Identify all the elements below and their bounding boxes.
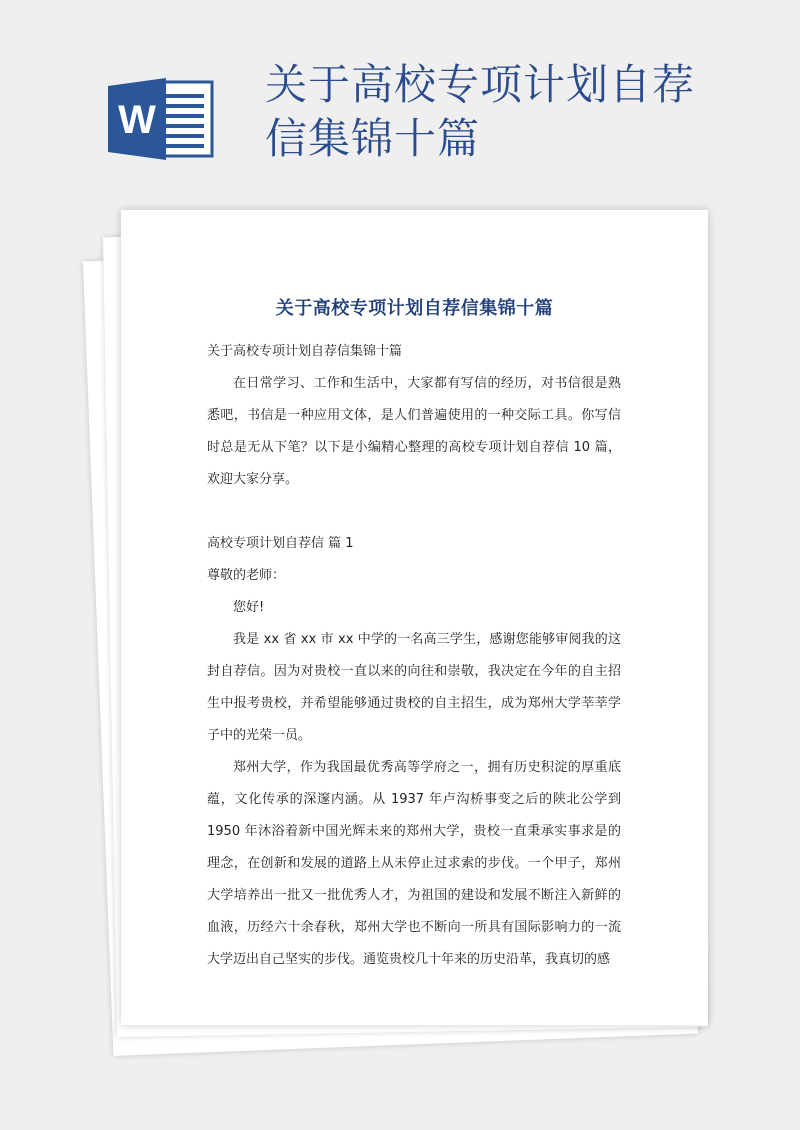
document-title: 关于高校专项计划自荐信集锦十篇 bbox=[275, 298, 554, 319]
body-paragraph-2: 郑州大学，作为我国最优秀高等学府之一，拥有历史积淀的厚重底蕴，文化传承的深邃内涵。从 1937 年卢沟桥事变之后的陕北公学到 1950 年沐浴着新中国光辉未来的郑州大学，贵校一直秉承实事求是的理念，在创新和发展的道路上从未停止过求索的步伐。一个甲子，郑州大学培养出一批又一批优秀人才，为祖国的建设和发展不断注入新鲜的血液，历经六十余春秋，郑州大学也不断向一所具有国际影响力的一流大学迈出自己坚实的步伐。通览贵校几十年来的历史沿革，我真切的感 bbox=[207, 760, 621, 967]
svg-text:W: W bbox=[118, 98, 156, 142]
document-body bbox=[207, 336, 621, 976]
section-heading: 高校专项计划自荐信 篇 1 bbox=[207, 536, 354, 551]
document-subtitle: 关于高校专项计划自荐信集锦十篇 bbox=[207, 344, 403, 359]
greeting: 您好! bbox=[233, 600, 265, 615]
intro-paragraph: 在日常学习、工作和生活中，大家都有写信的经历，对书信很是熟悉吧，书信是一种应用文体，是人们普遍使用的一种交际工具。你写信时总是无从下笔？以下是小编精心整理的高校专项计划自荐信 10 篇，欢迎大家分享。 bbox=[207, 376, 621, 487]
page-title: 关于高校专项计划自荐信集锦十篇 bbox=[265, 60, 696, 163]
spacer bbox=[207, 496, 621, 528]
salutation: 尊敬的老师： bbox=[207, 568, 286, 583]
body-paragraph-1: 我是 xx 省 xx 市 xx 中学的一名高三学生，感谢您能够审阅我的这封自荐信。因为对贵校一直以来的向往和崇敬，我决定在今年的自主招生中报考贵校，并希望能够通过贵校的自主招生，成为郑州大学莘莘学子中的光荣一员。 bbox=[207, 632, 621, 743]
word-document-icon bbox=[108, 78, 216, 160]
document-page bbox=[121, 210, 708, 1025]
